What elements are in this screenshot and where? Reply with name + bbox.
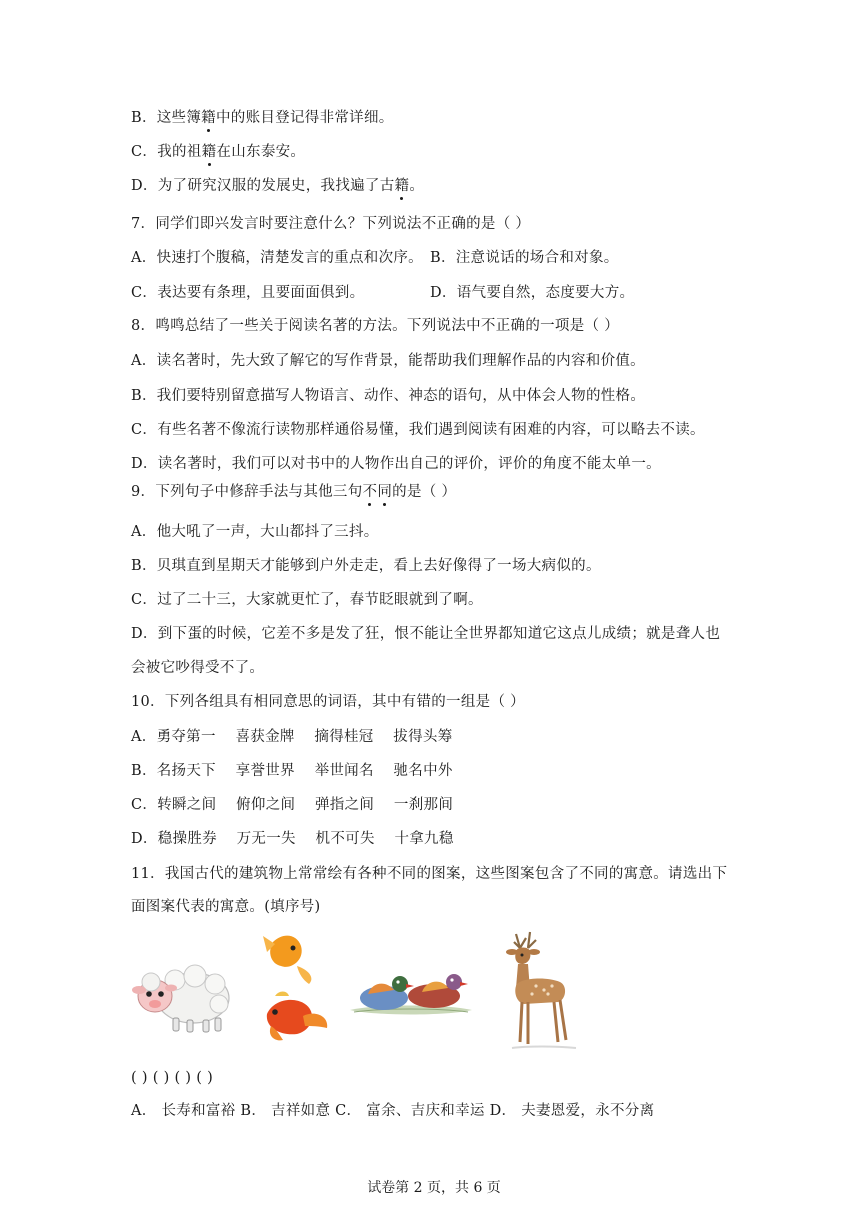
q10-option-a: A．勇夺第一 喜获金牌 摘得桂冠 拔得头筹 bbox=[131, 729, 453, 745]
deer-picture bbox=[486, 930, 586, 1055]
q7-stem: 7．同学们即兴发言时要注意什么？下列说法不正确的是（ ） bbox=[131, 216, 531, 232]
q9-stem: 9．下列句子中修辞手法与其他三句不同的是（ ） bbox=[131, 484, 457, 500]
q9-option-a: A．他大吼了一声，大山都抖了三抖。 bbox=[131, 524, 379, 540]
q9-option-d-line1: D．到下蛋的时候，它差不多是发了狂，恨不能让全世界都知道它这点儿成绩；就是聋人也 bbox=[131, 626, 721, 642]
q8-option-a: A．读名著时，先大致了解它的写作背景，能帮助我们理解作品的内容和价值。 bbox=[131, 353, 645, 369]
q8-option-b: B．我们要特别留意描写人物语言、动作、神态的语句，从中体会人物的性格。 bbox=[131, 388, 646, 404]
q11-stem-line2: 面图案代表的寓意。(填序号) bbox=[131, 899, 321, 915]
q8-option-d: D．读名著时，我们可以对书中的人物作出自己的评价，评价的角度不能太单一。 bbox=[131, 456, 661, 472]
q8-stem: 8．鸣鸣总结了一些关于阅读名著的方法。下列说法中不正确的一项是（ ） bbox=[131, 318, 620, 334]
q7-option-a: A．快速打个腹稿，清楚发言的重点和次序。 bbox=[131, 250, 423, 266]
q10-stem: 10．下列各组具有相同意思的词语，其中有错的一组是（ ） bbox=[131, 694, 525, 710]
q9-option-d-line2: 会被它吵得受不了。 bbox=[131, 660, 265, 676]
q6-option-d: D．为了研究汉服的发展史，我找遍了古籍。 bbox=[131, 178, 425, 194]
q11-answer-blanks[interactable]: ( ) ( ) ( ) ( ) bbox=[131, 1070, 214, 1086]
goldfish-picture bbox=[253, 930, 333, 1050]
q9-option-c: C．过了二十三，大家就更忙了，春节眨眼就到了啊。 bbox=[131, 592, 483, 608]
q10-option-d: D．稳操胜券 万无一失 机不可失 十拿九稳 bbox=[131, 831, 454, 847]
mandarin-ducks-picture bbox=[346, 960, 476, 1025]
q7-option-d: D．语气要自然，态度要大方。 bbox=[430, 285, 635, 301]
sheep-picture bbox=[131, 960, 231, 1035]
q11-options: A． 长寿和富裕 B． 吉祥如意 C． 富余、吉庆和幸运 D． 夫妻恩爱，永不分离 bbox=[131, 1103, 655, 1119]
q6-option-c: C．我的祖籍在山东泰安。 bbox=[131, 144, 306, 160]
page-footer: 试卷第 2 页，共 6 页 bbox=[367, 1180, 501, 1196]
emphasis-char: 籍 bbox=[394, 178, 410, 194]
q6-option-b: B．这些簿籍中的账目登记得非常详细。 bbox=[131, 110, 394, 126]
q8-option-c: C．有些名著不像流行读物那样通俗易懂，我们遇到阅读有困难的内容，可以略去不读。 bbox=[131, 422, 705, 438]
q7-option-b: B．注意说话的场合和对象。 bbox=[430, 250, 619, 266]
q10-option-b: B．名扬天下 享誉世界 举世闻名 驰名中外 bbox=[131, 763, 453, 779]
emphasis-char: 籍 bbox=[201, 110, 216, 126]
emphasis-char: 同 bbox=[377, 484, 393, 500]
q9-option-b: B．贝琪直到星期天才能够到户外走走，看上去好像得了一场大病似的。 bbox=[131, 558, 601, 574]
emphasis-char: 籍 bbox=[201, 144, 217, 160]
q11-stem-line1: 11．我国古代的建筑物上常常绘有各种不同的图案，这些图案包含了不同的寓意。请选出下 bbox=[131, 866, 728, 882]
q10-option-c: C．转瞬之间 俯仰之间 弹指之间 一刹那间 bbox=[131, 797, 454, 813]
q11-pictures bbox=[131, 930, 591, 1055]
q7-option-c: C．表达要有条理，且要面面俱到。 bbox=[131, 285, 365, 301]
emphasis-char: 不 bbox=[362, 484, 378, 500]
